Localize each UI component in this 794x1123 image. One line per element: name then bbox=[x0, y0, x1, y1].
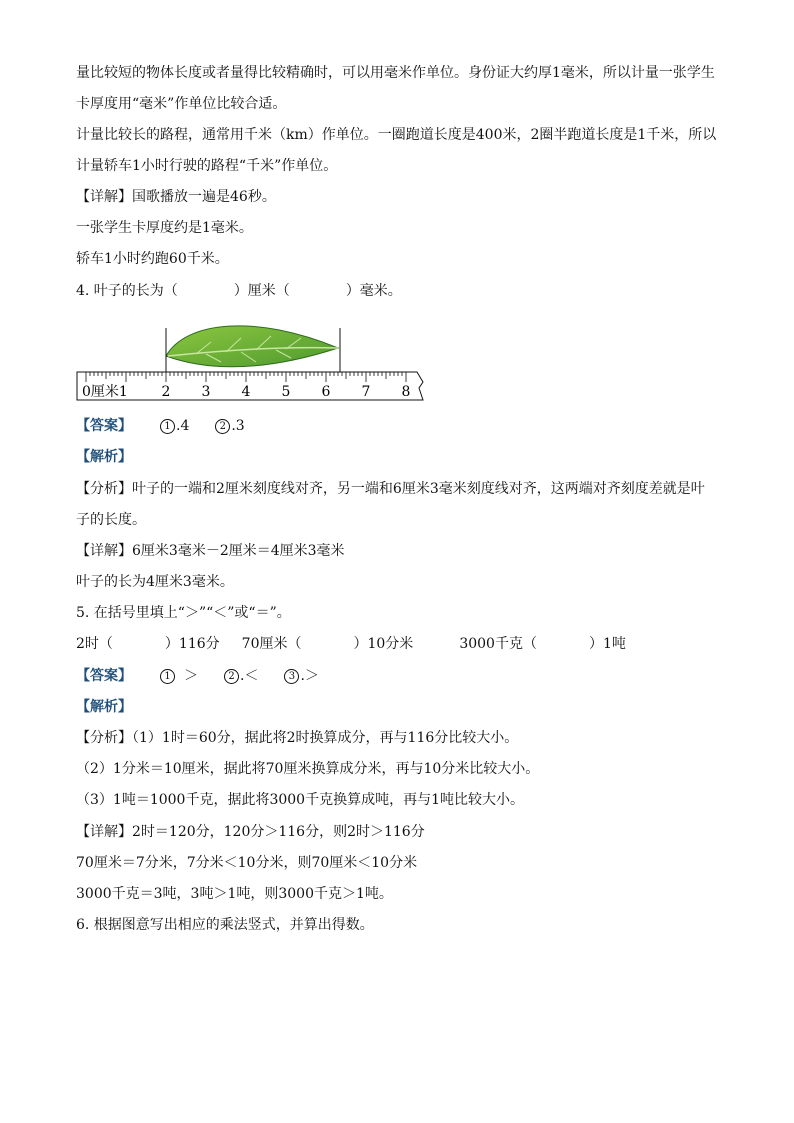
detail-text: 国歌播放一遍是46秒。 bbox=[132, 189, 276, 205]
line-3: 计量比较长的路程，通常用千米（km）作单位。一圈跑道长度是400米，2圈半跑道长度是1千米，所以 bbox=[76, 127, 717, 143]
detail-tag: 【详解】 bbox=[76, 189, 132, 205]
q5-answer-3: .＞ bbox=[300, 668, 319, 684]
circle-number-2: 2 bbox=[215, 419, 230, 434]
q5-item-2-a: 70厘米（ bbox=[241, 636, 302, 652]
q4-stem bbox=[76, 282, 402, 300]
answer-tag: 【答案】 bbox=[76, 418, 132, 434]
q5-fenxi-text-1: （1）1时＝60分，据此将2时换算成分，再与116分比较大小。 bbox=[132, 730, 519, 746]
q5-items bbox=[76, 635, 626, 653]
ruler-label: 3 bbox=[201, 384, 211, 400]
line-4: 计量轿车1小时行驶的路程“千米”作单位。 bbox=[76, 158, 338, 174]
q4-jiexi: 【解析】 bbox=[76, 449, 132, 465]
ruler-label: 5 bbox=[281, 384, 291, 400]
q5-xiangjie-3: 3000千克＝3吨，3吨＞1吨，则3000千克＞1吨。 bbox=[76, 886, 393, 902]
line-6: 一张学生卡厚度约是1毫米。 bbox=[76, 220, 253, 236]
xiangjie-tag: 【详解】 bbox=[76, 824, 132, 840]
q4-xiangjie-2: 叶子的长为4厘米3毫米。 bbox=[76, 574, 234, 590]
q4-stem-a: 4. 叶子的长为（ bbox=[76, 283, 178, 299]
circle-number-1: 1 bbox=[160, 669, 175, 684]
q4-xiangjie-text: 6厘米3毫米－2厘米＝4厘米3毫米 bbox=[132, 543, 345, 559]
circle-number-1: 1 bbox=[160, 419, 175, 434]
q5-item-2-b: ）10分米 bbox=[353, 636, 414, 652]
q5-stem: 5. 在括号里填上“＞”“＜”或“＝”。 bbox=[76, 605, 291, 621]
leaf-image bbox=[166, 326, 338, 367]
line-7: 轿车1小时约跑60千米。 bbox=[76, 251, 229, 267]
q5-item-1-b: ）116分 bbox=[164, 636, 220, 652]
q5-jiexi: 【解析】 bbox=[76, 699, 132, 715]
q5-item-3-a: 3000千克（ bbox=[459, 636, 537, 652]
q4-fenxi-1 bbox=[76, 480, 705, 498]
q5-fenxi-2: （2）1分米＝10厘米，据此将70厘米换算成分米，再与10分米比较大小。 bbox=[76, 761, 540, 777]
q6-stem: 6. 根据图意写出相应的乘法竖式，并算出得数。 bbox=[76, 917, 374, 933]
ruler-label: 6 bbox=[321, 384, 331, 400]
line-2: 卡厚度用“毫米”作单位比较合适。 bbox=[76, 96, 287, 112]
q5-fenxi-1 bbox=[76, 729, 518, 747]
circle-number-2: 2 bbox=[224, 669, 239, 684]
xiangjie-tag: 【详解】 bbox=[76, 543, 132, 559]
ruler-label: 4 bbox=[241, 384, 251, 400]
q5-answer-1: ＞ bbox=[184, 668, 198, 684]
q5-item-1-a: 2时（ bbox=[76, 636, 113, 652]
fenxi-tag: 【分析】 bbox=[76, 730, 132, 746]
q4-fenxi-text: 叶子的一端和2厘米刻度线对齐，另一端和6厘米3毫米刻度线对齐，这两端对齐刻度差就是叶 bbox=[132, 481, 705, 497]
ruler bbox=[77, 372, 423, 400]
q5-xiangjie-text-1: 2时＝120分，120分＞116分，则2时＞116分 bbox=[132, 824, 425, 840]
q4-xiangjie-1 bbox=[76, 542, 345, 560]
fenxi-tag: 【分析】 bbox=[76, 481, 132, 497]
leaf-ruler-figure bbox=[76, 316, 436, 408]
q4-answer-2: .3 bbox=[231, 418, 245, 434]
q4-fenxi-2: 子的长度。 bbox=[76, 512, 146, 528]
answer-tag: 【答案】 bbox=[76, 668, 132, 684]
q4-answer-1: .4 bbox=[176, 418, 190, 434]
q4-stem-c: ）毫米。 bbox=[345, 283, 402, 299]
ruler-label-0: 0厘米1 bbox=[82, 384, 128, 400]
q5-xiangjie-1 bbox=[76, 823, 425, 841]
q5-answer-2: .＜ bbox=[240, 668, 259, 684]
line-1: 量比较短的物体长度或者量得比较精确时，可以用毫米作单位。身份证大约厚1毫米，所以计量一张学生 bbox=[76, 65, 715, 81]
circle-number-3: 3 bbox=[284, 669, 299, 684]
q5-item-3-b: ）1吨 bbox=[588, 636, 626, 652]
ruler-label: 2 bbox=[161, 384, 171, 400]
ruler-label: 7 bbox=[361, 384, 371, 400]
q5-xiangjie-2: 70厘米＝7分米，7分米＜10分米，则70厘米＜10分米 bbox=[76, 855, 418, 871]
ruler-label: 8 bbox=[401, 384, 411, 400]
line-5 bbox=[76, 188, 276, 206]
q5-fenxi-3: （3）1吨＝1000千克，据此将3000千克换算成吨，再与1吨比较大小。 bbox=[76, 792, 524, 808]
q4-stem-b: ）厘米（ bbox=[233, 283, 290, 299]
q4-answer bbox=[76, 417, 245, 435]
q5-answer bbox=[76, 667, 319, 685]
